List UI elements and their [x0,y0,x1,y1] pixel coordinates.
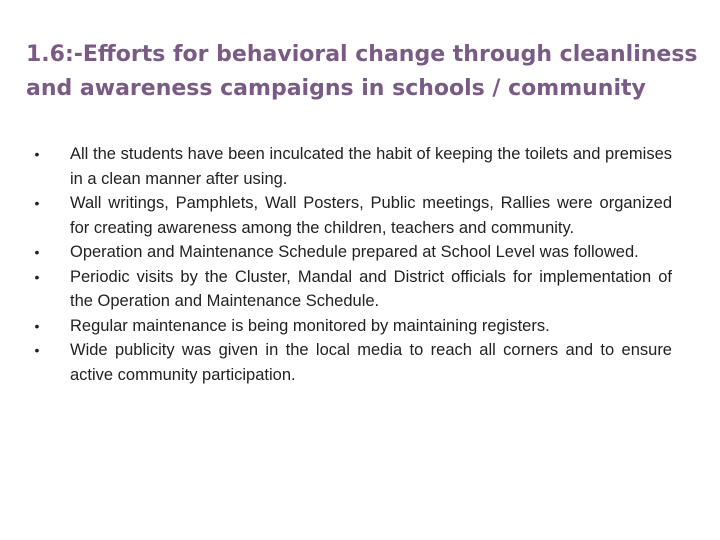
bullet-text: Operation and Maintenance Schedule prepared at School Level was followed. [70,243,639,261]
bullet-item [30,142,672,191]
bullet-text: All the students have been inculcated the habit of keeping the toilets and premises in a clean manner after using. [70,145,672,188]
bullet-icon: • [34,268,40,285]
bullet-text: Periodic visits by the Cluster, Mandal and District officials for implementation of the Operation and Maintenance Schedule. [70,267,672,310]
bullet-text: Regular maintenance is being monitored by maintaining registers. [70,316,550,335]
bullet-list [30,142,672,387]
bullet-icon: • [34,342,40,358]
bullet-item [30,314,672,339]
slide-title: 1.6:-Efforts for behavioral change through cleanliness and awareness campaigns in schools / community [26,42,698,101]
bullet-text: Wide publicity was given in the local media to reach all corners and to ensure active community participation. [70,341,672,384]
bullet-item [30,338,672,387]
bullet-icon: • [34,146,40,162]
bullet-icon: • [34,195,40,211]
bullet-icon: • [34,317,40,334]
bullet-icon: • [34,244,40,260]
bullet-text: Wall writings, Pamphlets, Wall Posters, Public meetings, Rallies were organized for creating awareness among the children, teachers and community. [70,194,672,237]
bullet-item [30,191,672,240]
bullet-item [30,265,672,314]
bullet-item [30,240,672,265]
